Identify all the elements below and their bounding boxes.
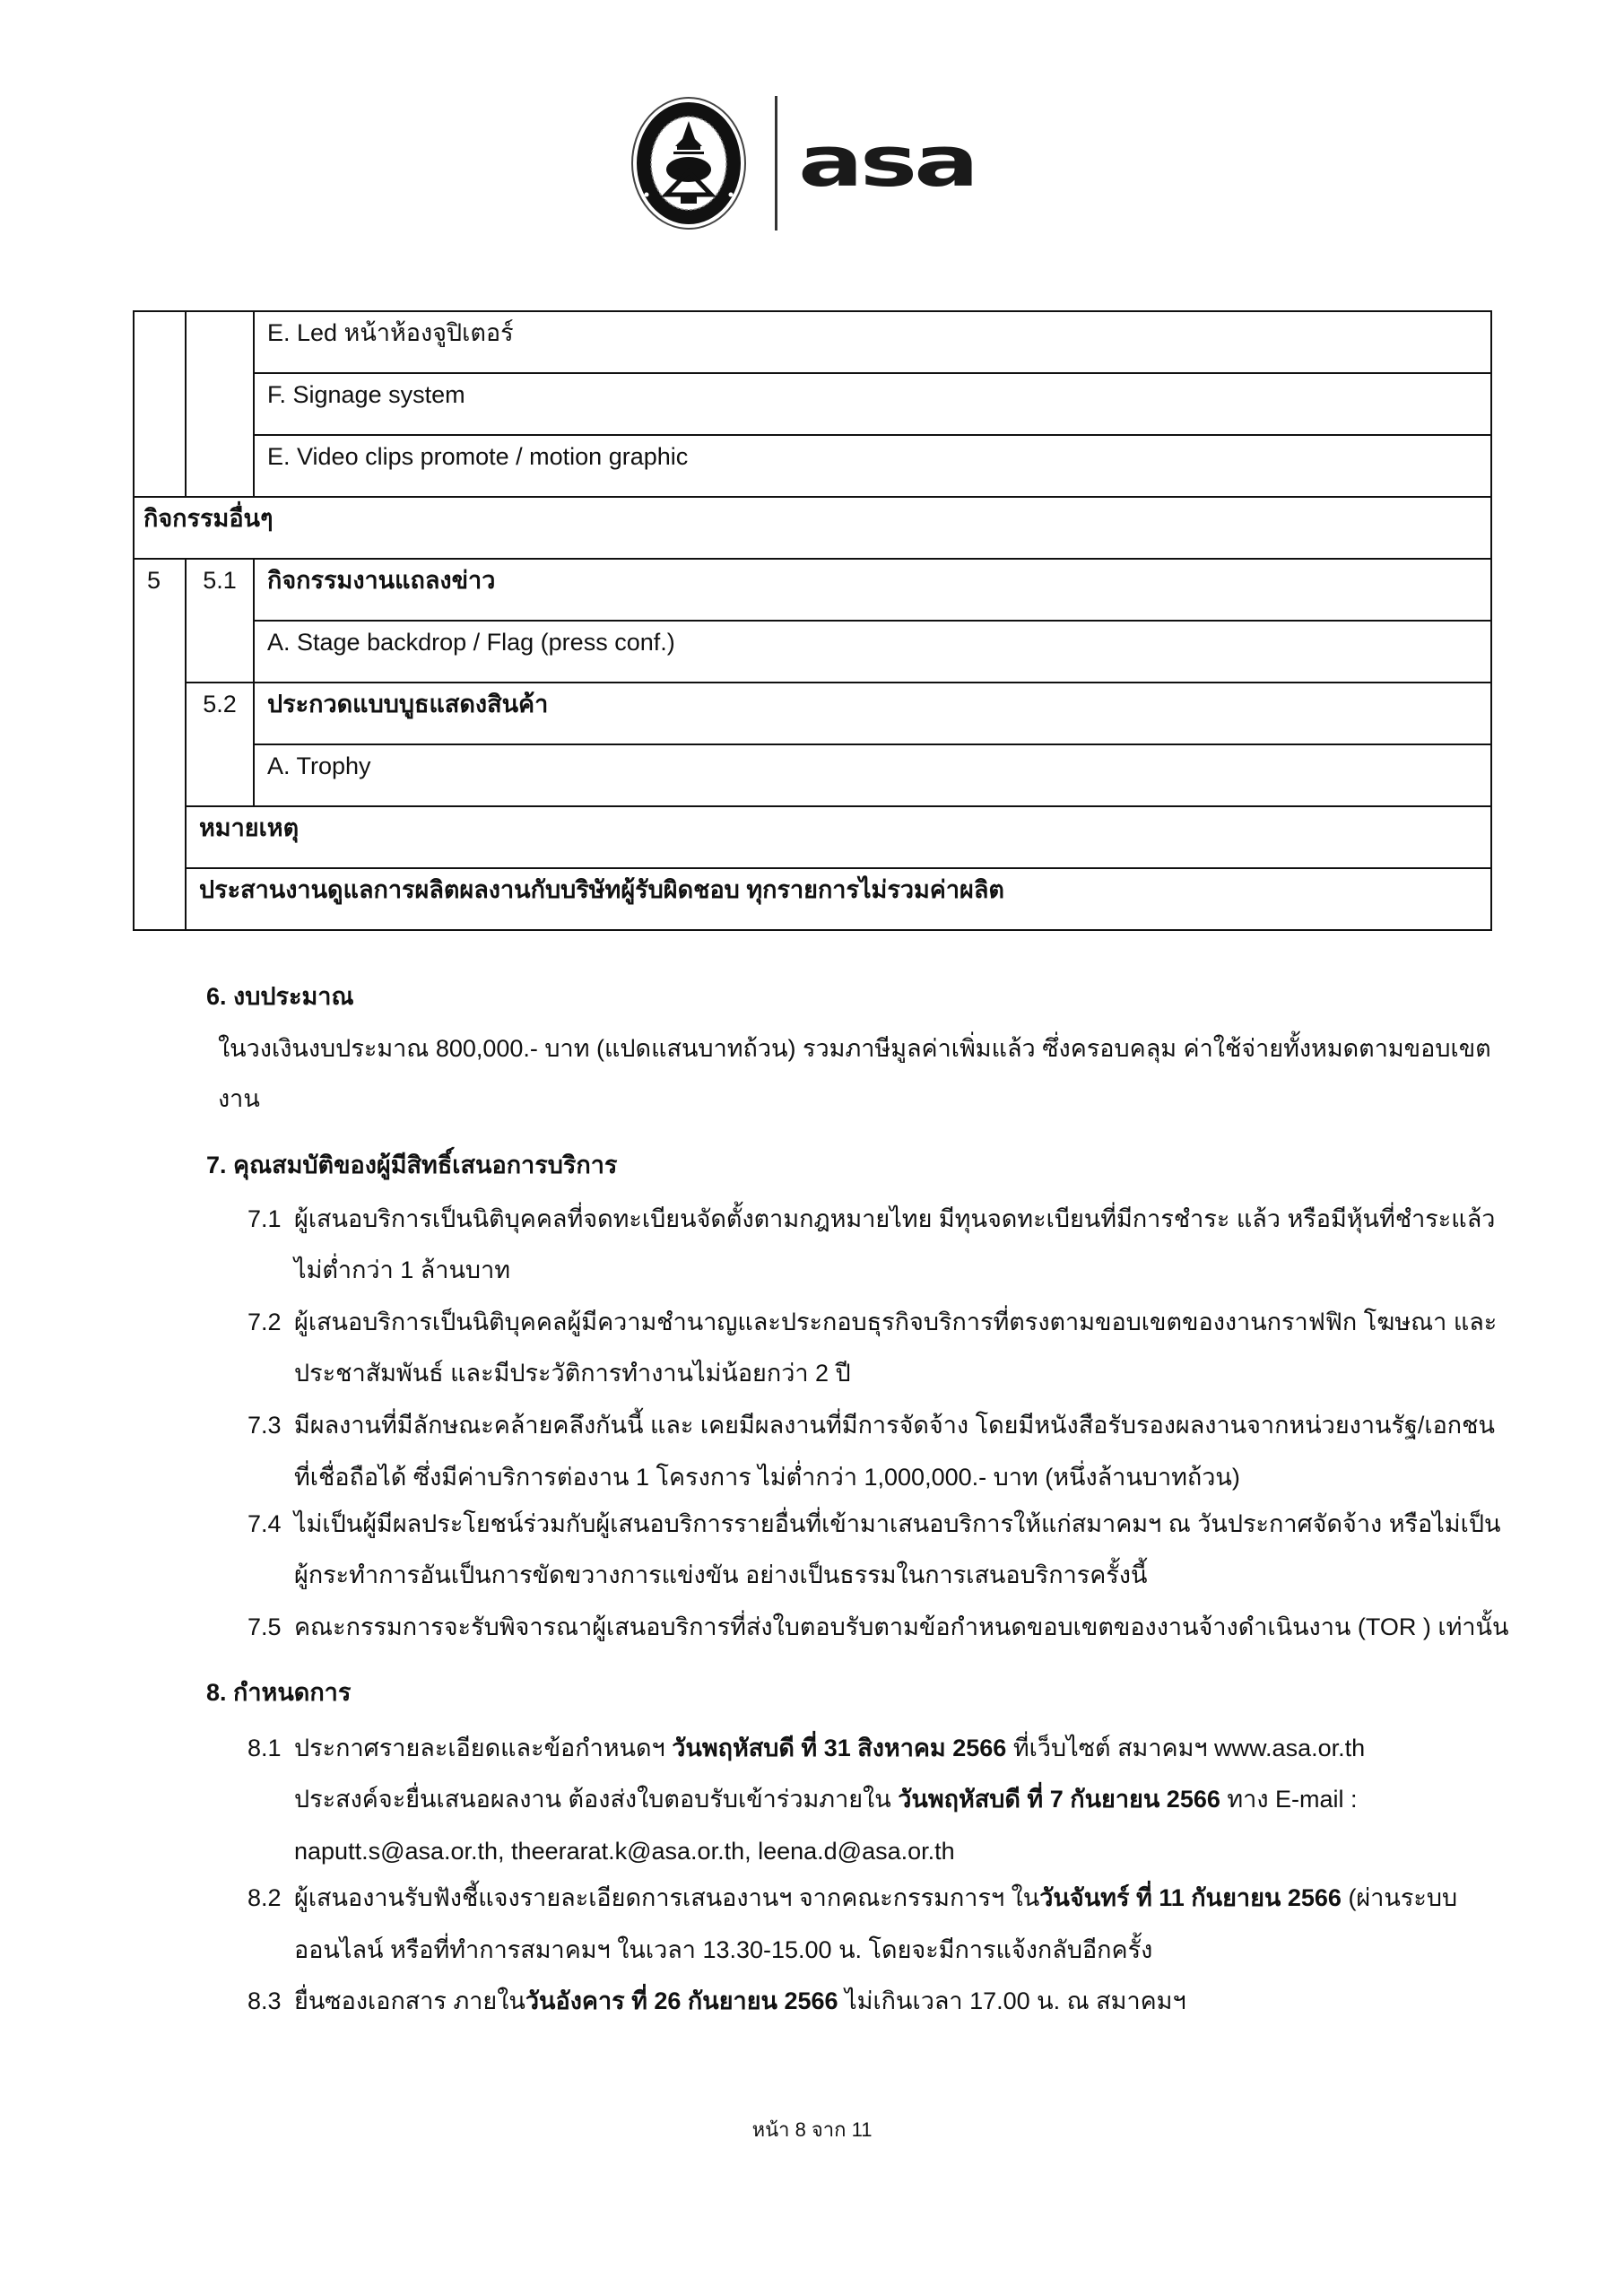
asa-wordmark: asa [798,121,977,203]
table-row [134,559,1491,621]
table-cell: กิจกรรมงานแถลงข่าว [254,559,1491,621]
section-7-title: 7. คุณสมบัติของผู้มีสิทธิ์เสนอการบริการ [206,1152,618,1178]
item-number: 7.2 [248,1309,282,1335]
item-number: 7.5 [248,1613,282,1640]
item-text-cont: ประชาสัมพันธ์ และมีประวัติการทำงานไม่น้อยกว่า 2 ปี [294,1360,851,1387]
date-highlight: วันจันทร์ ที่ 11 กันยายน 2566 [1039,1884,1342,1911]
item-number: 7.4 [248,1510,282,1537]
table-cell: 5.1 [186,559,254,683]
table-cell: 5.2 [186,683,254,806]
section-6-body: ในวงเงินงบประมาณ 800,000.- บาท (แปดแสนบาทถ้วน) รวมภาษีมูลค่าเพิ่มแล้ว ซึ่งครอบคลุม ค่าใช้จ่ายทั้งหมดตามขอบเขต [218,1035,1491,1062]
table-cell: A. Trophy [254,744,1491,806]
section-8-title: 8. กำหนดการ [206,1679,352,1706]
item-number: 8.1 [248,1735,282,1761]
item-text: ผู้เสนอบริการเป็นนิติบุคคลผู้มีความชำนาญและประกอบธุรกิจบริการที่ตรงตามขอบเขตของงานกราฟฟิก โฆษณา และ [294,1309,1498,1335]
table-row [134,373,1491,435]
table-row [134,868,1491,930]
date-highlight: วันอังคาร ที่ 26 กันยายน 2566 [525,1987,838,2014]
item-number: 8.3 [248,1987,282,2014]
item-text: ประกาศรายละเอียดและข้อกำหนดฯ วันพฤหัสบดี ที่ 31 สิงหาคม 2566 ที่เว็บไซต์ สมาคมฯ www.asa.or.th [294,1735,1366,1761]
table-row [134,744,1491,806]
item-number: 7.1 [248,1205,282,1232]
page-number: หน้า 8 จาก 11 [751,2118,873,2141]
item-text: ผู้เสนอบริการเป็นนิติบุคคลที่จดทะเบียนจัดตั้งตามกฎหมายไทย มีทุนจดทะเบียนที่มีการชำระ แล้ว หรือมีหุ้นที่ชำระแล้ว [294,1205,1496,1232]
table-row [134,806,1491,868]
table-cell: 5 [134,559,186,930]
item-text-cont: ออนไลน์ หรือที่ทำการสมาคมฯ ในเวลา 13.30-15.00 น. โดยจะมีการแจ้งกลับอีกครั้ง [294,1936,1153,1963]
table-row [134,497,1491,559]
table-cell: E. Video clips promote / motion graphic [254,435,1491,497]
asa-seal-icon [630,96,747,230]
table-section-header: กิจกรรมอื่นๆ [134,497,1491,559]
item-text-cont: ประสงค์จะยื่นเสนอผลงาน ต้องส่งใบตอบรับเข้าร่วมภายใน วันพฤหัสบดี ที่ 7 กันยายน 2566 ทาง E-mail : [294,1786,1358,1813]
item-number: 8.2 [248,1884,282,1911]
table-row [134,683,1491,744]
item-text: มีผลงานที่มีลักษณะคล้ายคลึงกันนี้ และ เคยมีผลงานที่มีการจัดจ้าง โดยมีหนังสือรับรองผลงานจากหน่วยงานรัฐ/เอกชน [294,1412,1495,1439]
header-logo [628,93,1004,235]
email-list: naputt.s@asa.or.th, theerarat.k@asa.or.th, leena.d@asa.or.th [294,1838,955,1865]
item-text-cont: ที่เชื่อถือได้ ซึ่งมีค่าบริการต่องาน 1 โครงการ ไม่ต่ำกว่า 1,000,000.- บาท (หนึ่งล้านบาทถ้วน) [294,1464,1240,1491]
item-number: 7.3 [248,1412,282,1439]
section-6-title: 6. งบประมาณ [206,983,354,1010]
table-row [134,311,1491,373]
table-cell: ประกวดแบบบูธแสดงสินค้า [254,683,1491,744]
logo-divider [775,96,777,230]
item-text-cont: ผู้กระทำการอันเป็นการขัดขวางการแข่งขัน อย่างเป็นธรรมในการเสนอบริการครั้งนี้ [294,1561,1148,1588]
table-note-label: หมายเหตุ [186,806,1491,868]
section-6-body-cont: งาน [218,1085,260,1112]
table-row [134,435,1491,497]
item-text: ยื่นซองเอกสาร ภายในวันอังคาร ที่ 26 กันยายน 2566 ไม่เกินเวลา 17.00 น. ณ สมาคมฯ [294,1987,1186,2014]
item-text: คณะกรรมการจะรับพิจารณาผู้เสนอบริการที่ส่งใบตอบรับตามข้อกำหนดขอบเขตของงานจ้างดำเนินงาน (TOR ) เท่านั้น [294,1613,1509,1640]
item-text: ไม่เป็นผู้มีผลประโยชน์ร่วมกับผู้เสนอบริการรายอื่นที่เข้ามาเสนอบริการให้แก่สมาคมฯ ณ วันประกาศจัดจ้าง หรือไม่เป็น [294,1510,1501,1537]
item-text-cont: ไม่ต่ำกว่า 1 ล้านบาท [294,1257,511,1283]
table-cell: A. Stage backdrop / Flag (press conf.) [254,621,1491,683]
table-note-text: ประสานงานดูแลการผลิตผลงานกับบริษัทผู้รับผิดชอบ ทุกรายการไม่รวมค่าผลิต [186,868,1491,930]
date-highlight: วันพฤหัสบดี ที่ 31 สิงหาคม 2566 [672,1735,1007,1761]
scope-table [133,310,1492,931]
item-text: ผู้เสนองานรับฟังชี้แจงรายละเอียดการเสนองานฯ จากคณะกรรมการฯ ในวันจันทร์ ที่ 11 กันยายน 2566 (ผ่านระบบ [294,1884,1458,1911]
table-cell: E. Led หน้าห้องจูปิเตอร์ [254,311,1491,373]
table-row [134,621,1491,683]
table-cell: F. Signage system [254,373,1491,435]
date-highlight: วันพฤหัสบดี ที่ 7 กันยายน 2566 [898,1786,1220,1813]
